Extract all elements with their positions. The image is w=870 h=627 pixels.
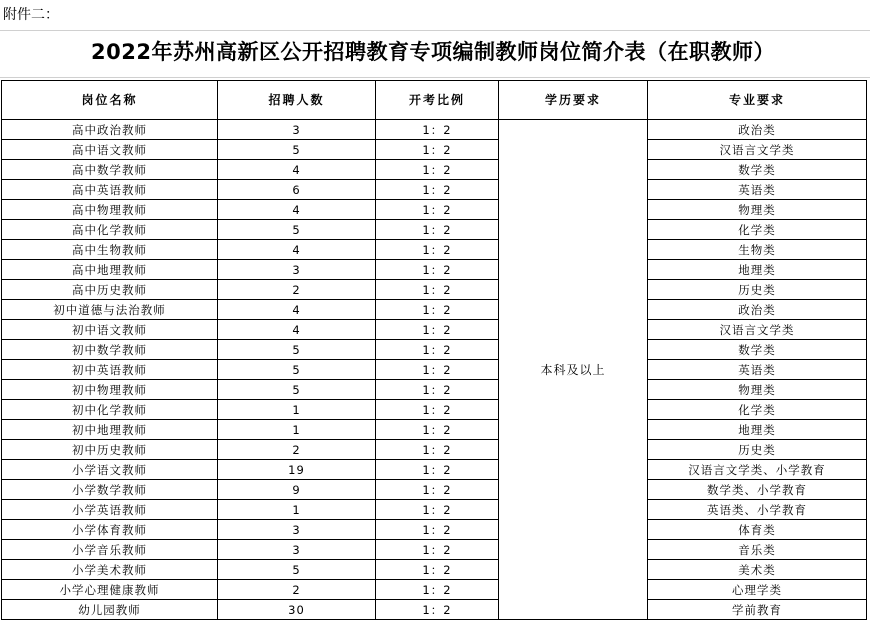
major-cell: 地理类 — [648, 420, 867, 440]
major-cell: 历史类 — [648, 440, 867, 460]
position-cell: 高中语文教师 — [2, 140, 218, 160]
count-cell: 3 — [218, 120, 376, 140]
table-row — [2, 380, 867, 400]
count-cell: 3 — [218, 540, 376, 560]
count-cell: 2 — [218, 280, 376, 300]
position-cell: 初中道德与法治教师 — [2, 300, 218, 320]
ratio-cell: 1：2 — [376, 600, 499, 620]
table-header-row — [2, 81, 867, 120]
major-cell: 汉语言文学类 — [648, 140, 867, 160]
table-row — [2, 360, 867, 380]
position-cell: 高中物理教师 — [2, 200, 218, 220]
ratio-cell: 1：2 — [376, 180, 499, 200]
ratio-cell: 1：2 — [376, 120, 499, 140]
ratio-cell: 1：2 — [376, 240, 499, 260]
position-cell: 高中数学教师 — [2, 160, 218, 180]
ratio-cell: 1：2 — [376, 220, 499, 240]
count-cell: 5 — [218, 340, 376, 360]
count-cell: 5 — [218, 220, 376, 240]
major-cell: 汉语言文学类 — [648, 320, 867, 340]
table-row — [2, 560, 867, 580]
position-cell: 小学音乐教师 — [2, 540, 218, 560]
position-cell: 初中化学教师 — [2, 400, 218, 420]
major-cell: 历史类 — [648, 280, 867, 300]
table-row — [2, 340, 867, 360]
count-cell: 2 — [218, 580, 376, 600]
table-row — [2, 200, 867, 220]
position-cell: 小学体育教师 — [2, 520, 218, 540]
table-row — [2, 160, 867, 180]
major-cell: 心理学类 — [648, 580, 867, 600]
position-cell: 初中数学教师 — [2, 340, 218, 360]
header-position: 岗位名称 — [2, 81, 218, 120]
education-cell: 本科及以上 — [499, 120, 648, 620]
ratio-cell: 1：2 — [376, 360, 499, 380]
major-cell: 物理类 — [648, 380, 867, 400]
ratio-cell: 1：2 — [376, 480, 499, 500]
table-row — [2, 580, 867, 600]
major-cell: 学前教育 — [648, 600, 867, 620]
count-cell: 5 — [218, 360, 376, 380]
major-cell: 体育类 — [648, 520, 867, 540]
table-row — [2, 480, 867, 500]
table-row — [2, 140, 867, 160]
position-cell: 高中历史教师 — [2, 280, 218, 300]
table-row — [2, 400, 867, 420]
major-cell: 政治类 — [648, 120, 867, 140]
ratio-cell: 1：2 — [376, 340, 499, 360]
position-cell: 幼儿园教师 — [2, 600, 218, 620]
position-cell: 小学数学教师 — [2, 480, 218, 500]
major-cell: 音乐类 — [648, 540, 867, 560]
position-cell: 初中语文教师 — [2, 320, 218, 340]
header-major: 专业要求 — [648, 81, 867, 120]
table-row — [2, 280, 867, 300]
position-cell: 小学美术教师 — [2, 560, 218, 580]
ratio-cell: 1：2 — [376, 520, 499, 540]
major-cell: 美术类 — [648, 560, 867, 580]
table-row — [2, 260, 867, 280]
page-title: 2022年苏州高新区公开招聘教育专项编制教师岗位简介表（在职教师） — [91, 40, 775, 64]
count-cell: 5 — [218, 380, 376, 400]
sheet-gridline — [0, 30, 870, 31]
header-ratio: 开考比例 — [376, 81, 499, 120]
count-cell: 1 — [218, 420, 376, 440]
position-cell: 初中地理教师 — [2, 420, 218, 440]
count-cell: 19 — [218, 460, 376, 480]
major-cell: 政治类 — [648, 300, 867, 320]
position-cell: 高中政治教师 — [2, 120, 218, 140]
major-cell: 数学类、小学教育 — [648, 480, 867, 500]
major-cell: 英语类 — [648, 360, 867, 380]
position-cell: 初中英语教师 — [2, 360, 218, 380]
position-cell: 高中地理教师 — [2, 260, 218, 280]
ratio-cell: 1：2 — [376, 460, 499, 480]
table-row — [2, 460, 867, 480]
ratio-cell: 1：2 — [376, 440, 499, 460]
ratio-cell: 1：2 — [376, 420, 499, 440]
position-cell: 高中生物教师 — [2, 240, 218, 260]
count-cell: 4 — [218, 300, 376, 320]
count-cell: 1 — [218, 500, 376, 520]
major-cell: 物理类 — [648, 200, 867, 220]
major-cell: 地理类 — [648, 260, 867, 280]
count-cell: 4 — [218, 240, 376, 260]
table-row — [2, 320, 867, 340]
ratio-cell: 1：2 — [376, 160, 499, 180]
count-cell: 5 — [218, 560, 376, 580]
sheet-gridline — [0, 77, 870, 78]
position-cell: 初中物理教师 — [2, 380, 218, 400]
table-row — [2, 540, 867, 560]
ratio-cell: 1：2 — [376, 280, 499, 300]
count-cell: 6 — [218, 180, 376, 200]
table-body — [2, 120, 867, 620]
ratio-cell: 1：2 — [376, 540, 499, 560]
position-cell: 小学语文教师 — [2, 460, 218, 480]
position-cell: 初中历史教师 — [2, 440, 218, 460]
table-row — [2, 120, 867, 140]
table-row — [2, 440, 867, 460]
table-row — [2, 300, 867, 320]
attachment-label: 附件二： — [3, 7, 59, 23]
count-cell: 5 — [218, 140, 376, 160]
count-cell: 4 — [218, 160, 376, 180]
ratio-cell: 1：2 — [376, 300, 499, 320]
count-cell: 3 — [218, 520, 376, 540]
major-cell: 英语类、小学教育 — [648, 500, 867, 520]
positions-table — [1, 80, 867, 620]
major-cell: 英语类 — [648, 180, 867, 200]
ratio-cell: 1：2 — [376, 500, 499, 520]
table-row — [2, 500, 867, 520]
ratio-cell: 1：2 — [376, 260, 499, 280]
major-cell: 生物类 — [648, 240, 867, 260]
count-cell: 4 — [218, 200, 376, 220]
table-row — [2, 180, 867, 200]
major-cell: 化学类 — [648, 400, 867, 420]
table-row — [2, 520, 867, 540]
ratio-cell: 1：2 — [376, 140, 499, 160]
position-cell: 高中英语教师 — [2, 180, 218, 200]
ratio-cell: 1：2 — [376, 200, 499, 220]
major-cell: 汉语言文学类、小学教育 — [648, 460, 867, 480]
table-row — [2, 240, 867, 260]
count-cell: 30 — [218, 600, 376, 620]
ratio-cell: 1：2 — [376, 580, 499, 600]
major-cell: 数学类 — [648, 160, 867, 180]
header-education: 学历要求 — [499, 81, 648, 120]
table-row — [2, 600, 867, 620]
table-row — [2, 420, 867, 440]
position-cell: 小学心理健康教师 — [2, 580, 218, 600]
count-cell: 2 — [218, 440, 376, 460]
count-cell: 9 — [218, 480, 376, 500]
table-row — [2, 220, 867, 240]
count-cell: 1 — [218, 400, 376, 420]
position-cell: 小学英语教师 — [2, 500, 218, 520]
position-cell: 高中化学教师 — [2, 220, 218, 240]
count-cell: 3 — [218, 260, 376, 280]
ratio-cell: 1：2 — [376, 320, 499, 340]
major-cell: 化学类 — [648, 220, 867, 240]
count-cell: 4 — [218, 320, 376, 340]
major-cell: 数学类 — [648, 340, 867, 360]
ratio-cell: 1：2 — [376, 380, 499, 400]
ratio-cell: 1：2 — [376, 560, 499, 580]
header-count: 招聘人数 — [218, 81, 376, 120]
ratio-cell: 1：2 — [376, 400, 499, 420]
